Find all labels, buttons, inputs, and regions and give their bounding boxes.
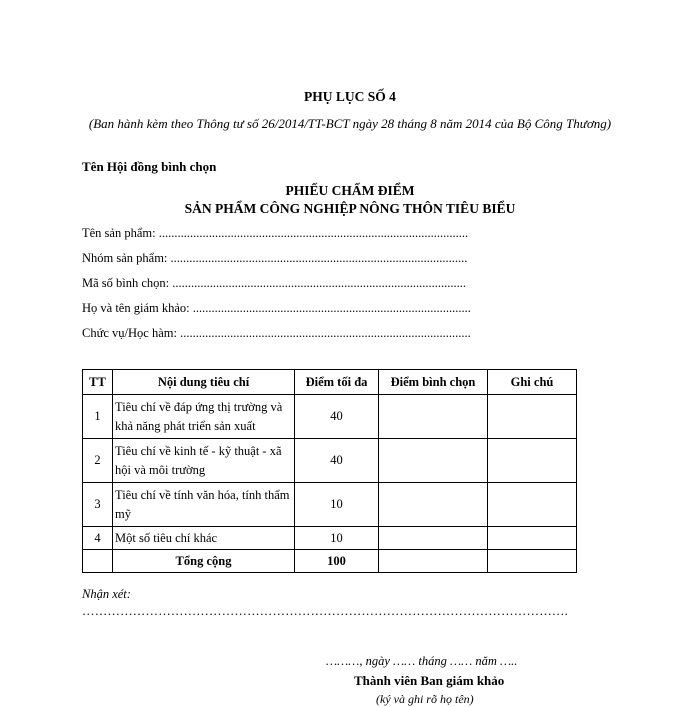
header-tt: TT [83, 370, 113, 395]
table-row [83, 483, 577, 527]
remarks-line[interactable]: ……………………………………………………………………………………………………. [82, 604, 568, 618]
row-notes-cell[interactable] [488, 395, 577, 439]
table-total-row [83, 550, 577, 573]
header-selected-score: Điểm bình chọn [379, 370, 488, 395]
header-max-score: Điểm tối đa [295, 370, 379, 395]
row-max-score: 40 [295, 395, 379, 439]
appendix-subtitle: (Ban hành kèm theo Thông tư số 26/2014/TT-BCT ngày 28 tháng 8 năm 2014 của Bộ Công Thương) [88, 116, 612, 131]
row-tt: 2 [83, 439, 113, 483]
row-criterion: Tiêu chí về đáp ứng thị trường và khả năng phát triển sản xuất [113, 395, 295, 439]
row-tt: 4 [83, 527, 113, 550]
table-row [83, 439, 577, 483]
row-tt: 3 [83, 483, 113, 527]
total-notes-cell[interactable] [488, 550, 577, 573]
row-max-score: 10 [295, 483, 379, 527]
field-selection-code: Mã số bình chọn: .............................................................................................. [82, 276, 467, 290]
signature-note: (ký và ghi rõ họ tên) [376, 692, 474, 706]
row-selected-score-cell[interactable] [379, 483, 488, 527]
row-criterion: Tiêu chí về tính văn hóa, tính thẩm mỹ [113, 483, 295, 527]
score-table [82, 369, 577, 573]
total-selected-score-cell[interactable] [379, 550, 488, 573]
form-title-line1: PHIẾU CHẤM ĐIỂM [285, 183, 415, 198]
row-tt: 1 [83, 395, 113, 439]
total-value: 100 [295, 550, 379, 573]
signature-date-line: ………, ngày …… tháng …… năm ….. [326, 654, 518, 668]
row-notes-cell[interactable] [488, 483, 577, 527]
table-row [83, 527, 577, 550]
form-title-line2: SẢN PHẨM CÔNG NGHIỆP NÔNG THÔN TIÊU BIỂU [184, 201, 516, 216]
header-notes: Ghi chú [488, 370, 577, 395]
field-judge-name: Họ và tên giám khảo: ......................................................................................... [82, 301, 471, 315]
field-product-name: Tên sản phẩm: ................................................................................................... [82, 226, 469, 240]
form-title [0, 182, 700, 218]
row-max-score: 10 [295, 527, 379, 550]
table-header-row [83, 370, 577, 395]
appendix-title: PHỤ LỤC SỐ 4 [304, 89, 396, 104]
row-selected-score-cell[interactable] [379, 439, 488, 483]
field-product-group: Nhóm sản phẩm: ............................................................................................... [82, 251, 468, 265]
field-position: Chức vụ/Học hàm: ............................................................................................. [82, 326, 471, 340]
row-notes-cell[interactable] [488, 439, 577, 483]
table-row [83, 395, 577, 439]
row-criterion: Tiêu chí về kinh tế - kỹ thuật - xã hội và môi trường [113, 439, 295, 483]
row-selected-score-cell[interactable] [379, 527, 488, 550]
total-label: Tổng cộng [113, 550, 295, 573]
council-label: Tên Hội đồng bình chọn [82, 159, 217, 174]
remarks-label: Nhận xét: [82, 587, 131, 601]
header-criterion: Nội dung tiêu chí [113, 370, 295, 395]
signature-signer: Thành viên Ban giám khảo [354, 673, 505, 688]
row-criterion: Một số tiêu chí khác [113, 527, 295, 550]
total-tt-cell [83, 550, 113, 573]
row-notes-cell[interactable] [488, 527, 577, 550]
row-selected-score-cell[interactable] [379, 395, 488, 439]
row-max-score: 40 [295, 439, 379, 483]
